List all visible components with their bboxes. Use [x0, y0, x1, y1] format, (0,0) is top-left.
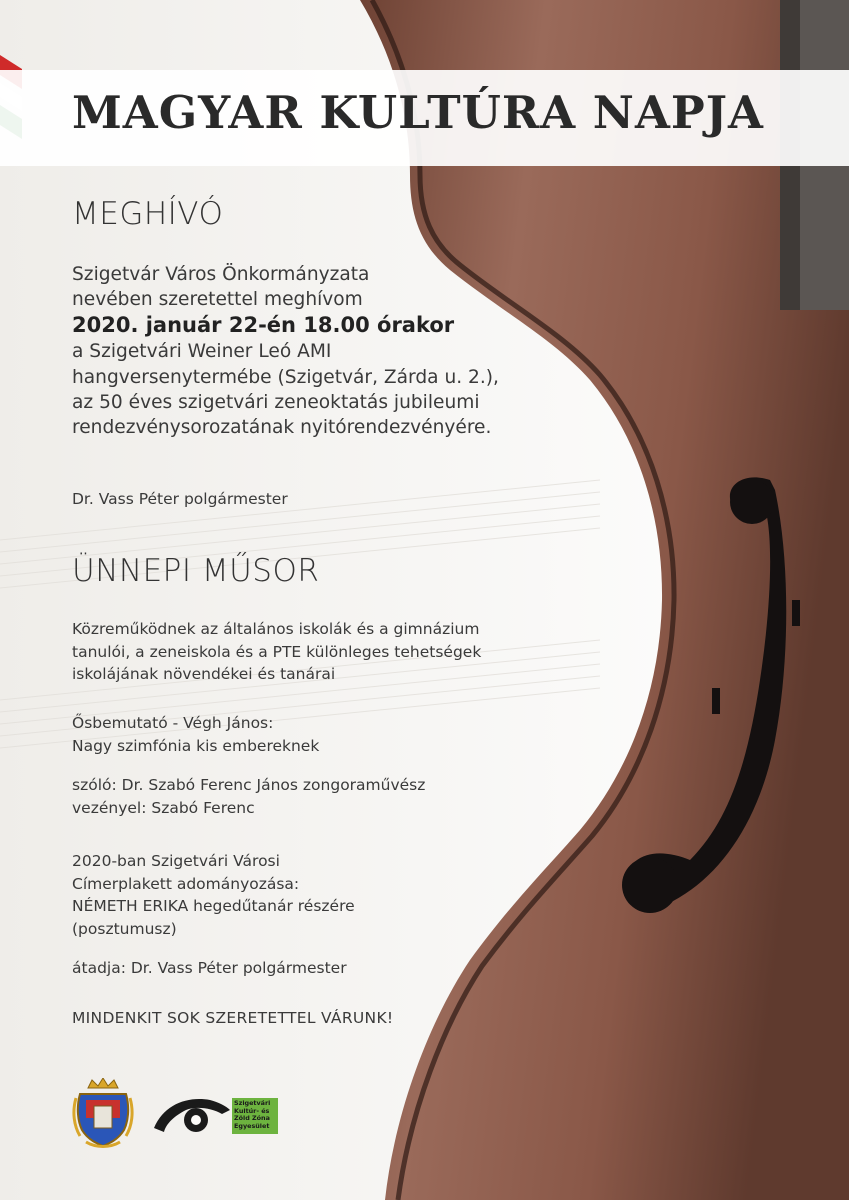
eye-logo-icon [152, 1092, 232, 1138]
program-premiere [72, 712, 319, 757]
closing-message: MINDENKIT SOK SZERETETTEL VÁRUNK! [72, 1009, 394, 1027]
program-heading: ÜNNEPI MŰSOR [72, 553, 320, 589]
performer-line: vezényel: Szabó Ferenc [72, 798, 255, 817]
association-name-line: Kultúr- és [234, 1106, 270, 1115]
invitation-line: nevében szeretettel meghívom [72, 289, 363, 311]
award-line: 2020-ban Szigetvári Városi [72, 852, 280, 870]
program-intro-line: iskolájának növendékei és tanárai [72, 665, 336, 683]
premiere-line: Nagy szimfónia kis embereknek [72, 736, 320, 755]
program-award [72, 850, 355, 940]
association-name-line: Szigetvári [234, 1099, 271, 1107]
association-badge [232, 1098, 278, 1134]
coat-of-arms-icon [72, 1078, 134, 1148]
invitation-heading: MEGHÍVÓ [72, 196, 224, 232]
association-name-line: Egyesület [234, 1121, 270, 1130]
program-performers [72, 774, 425, 819]
premiere-line: Ősbemutató - Végh János: [72, 714, 274, 732]
invitation-line: hangversenytermébe (Szigetvár, Zárda u. 2.), [72, 366, 499, 388]
invitation-line: Szigetvár Város Önkormányzata [72, 264, 370, 285]
invitation-line: az 50 éves szigetvári zeneoktatás jubileumi [72, 392, 480, 414]
invitation-line: a Szigetvári Weiner Leó AMI [72, 341, 332, 363]
award-line: (posztumusz) [72, 919, 177, 938]
performer-line: szóló: Dr. Szabó Ferenc János zongoraművész [72, 776, 426, 794]
award-line: Címerplakett adományozása: [72, 874, 300, 893]
program-intro-line: tanulói, a zeneiskola és a PTE különleges tehetségek [72, 642, 482, 661]
program-intro [72, 618, 481, 686]
invitation-text [72, 262, 499, 441]
invitation-signature: Dr. Vass Péter polgármester [72, 490, 288, 508]
program-presenter: átadja: Dr. Vass Péter polgármester [72, 959, 347, 977]
page-title: MAGYAR KULTÚRA NAPJA [72, 86, 764, 139]
invitation-line: rendezvénysorozatának nyitórendezvényére. [72, 417, 492, 439]
program-intro-line: Közreműködnek az általános iskolák és a gimnázium [72, 620, 480, 638]
invitation-date [72, 313, 499, 339]
association-name-line: Zöld Zóna [234, 1114, 270, 1122]
award-line: NÉMETH ERIKA hegedűtanár részére [72, 897, 355, 915]
invitation-date-text: 2020. január 22-én 18.00 órakor [72, 312, 455, 337]
